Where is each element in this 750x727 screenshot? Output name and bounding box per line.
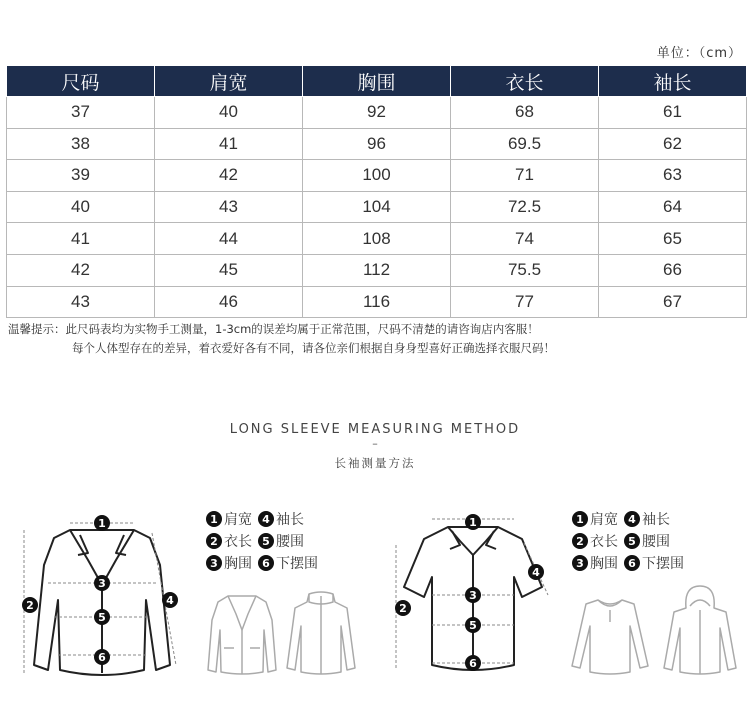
legend-num: 5 [258,533,274,549]
table-cell: 41 [7,223,155,255]
legend-label: 袖长 [642,512,670,528]
legend-label: 肩宽 [590,512,618,528]
table-cell: 37 [7,97,155,129]
legend-label: 下摆围 [276,556,318,572]
legend-num: 4 [624,511,640,527]
table-cell: 71 [451,160,599,192]
method-title-en: LONG SLEEVE MEASURING METHOD [229,422,521,437]
legend-num: 4 [258,511,274,527]
header-cell: 衣长 [451,66,599,97]
legend-num: 2 [206,533,222,549]
legend-label: 衣长 [590,534,618,550]
legend-num: 3 [572,555,588,571]
legend-num: 1 [206,511,222,527]
table-cell: 64 [599,191,747,223]
table-cell: 104 [303,191,451,223]
marker-6: 6 [469,657,477,670]
marker-4: 4 [532,566,540,579]
tip-note-line-1: 温馨提示：此尺码表均为实物手工测量，1-3cm的误差均属于正常范围，尺码不清楚的请咨询店内客服！ [8,322,539,336]
marker-2: 2 [26,599,34,612]
table-row [7,191,747,223]
marker-5: 5 [98,611,106,624]
marker-2: 2 [399,602,407,615]
table-cell: 41 [155,128,303,160]
legend-right [572,508,690,574]
table-cell: 63 [599,160,747,192]
table-cell: 68 [451,97,599,129]
table-cell: 116 [303,286,451,318]
legend-num: 1 [572,511,588,527]
size-table [6,65,747,318]
table-cell: 42 [155,160,303,192]
legend-num: 3 [206,555,222,571]
tip-note-line-2: 每个人体型存在的差异，着衣爱好各有不同，请各位亲们根据自身身型喜好正确选择衣服尺码！ [72,341,555,355]
legend-num: 5 [624,533,640,549]
table-cell: 40 [7,191,155,223]
table-cell: 39 [7,160,155,192]
marker-badges [395,514,544,671]
table-cell: 77 [451,286,599,318]
legend-label: 胸围 [224,556,252,572]
blazer-sketch-icon [206,590,278,676]
legend-label: 袖长 [276,512,304,528]
legend-label: 腰围 [276,534,304,550]
legend-num: 6 [624,555,640,571]
method-title-cn: 长袖测量方法 [334,456,416,470]
table-cell: 112 [303,254,451,286]
table-cell: 40 [155,97,303,129]
shirt-measure-diagram [388,505,558,690]
legend-num: 6 [258,555,274,571]
table-cell: 44 [155,223,303,255]
table-cell: 66 [599,254,747,286]
table-row [7,128,747,160]
table-cell: 46 [155,286,303,318]
marker-1: 1 [98,517,106,530]
legend-label: 胸围 [590,556,618,572]
table-cell: 38 [7,128,155,160]
hoodie-sketch-icon [660,584,740,676]
legend-num: 2 [572,533,588,549]
legend-label: 衣长 [224,534,252,550]
header-cell: 袖长 [599,66,747,97]
legend-left [206,508,324,574]
table-cell: 62 [599,128,747,160]
table-cell: 43 [7,286,155,318]
table-header-row [7,66,747,97]
legend-label: 肩宽 [224,512,252,528]
legend-label: 下摆围 [642,556,684,572]
table-row [7,223,747,255]
header-cell: 肩宽 [155,66,303,97]
table-cell: 45 [155,254,303,286]
marker-6: 6 [98,651,106,664]
table-cell: 100 [303,160,451,192]
table-cell: 108 [303,223,451,255]
table-row [7,160,747,192]
table-cell: 65 [599,223,747,255]
marker-1: 1 [469,516,477,529]
table-cell: 69.5 [451,128,599,160]
method-divider: – [372,437,378,450]
table-cell: 96 [303,128,451,160]
header-cell: 尺码 [7,66,155,97]
table-cell: 61 [599,97,747,129]
zip-jacket-sketch-icon [285,590,357,676]
unit-label: 单位：（cm） [656,46,742,61]
table-row [7,97,747,129]
blazer-measure-diagram [14,505,194,690]
table-cell: 43 [155,191,303,223]
table-cell: 74 [451,223,599,255]
table-row [7,254,747,286]
table-cell: 42 [7,254,155,286]
table-cell: 72.5 [451,191,599,223]
table-row [7,286,747,318]
table-cell: 75.5 [451,254,599,286]
legend-label: 腰围 [642,534,670,550]
marker-4: 4 [166,594,174,607]
header-cell: 胸围 [303,66,451,97]
table-cell: 92 [303,97,451,129]
marker-3: 3 [98,577,106,590]
long-sleeve-tee-sketch-icon [568,596,652,676]
marker-5: 5 [469,619,477,632]
table-cell: 67 [599,286,747,318]
marker-3: 3 [469,589,477,602]
marker-badges [22,515,178,665]
